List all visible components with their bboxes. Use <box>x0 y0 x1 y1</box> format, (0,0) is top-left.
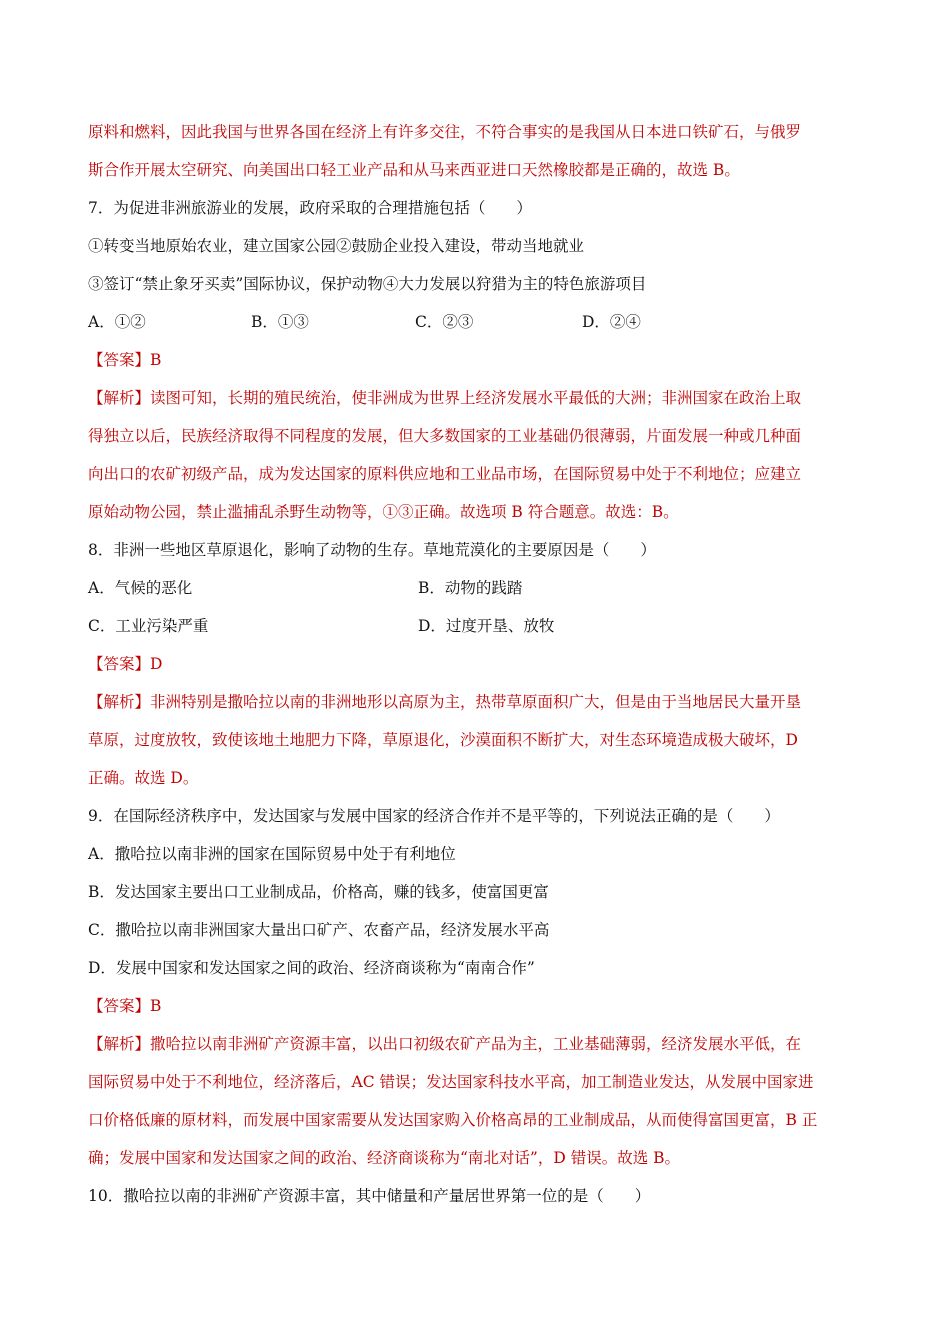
q7-option-c: C．②③ <box>415 313 474 331</box>
q9-stem: 9．在国际经济秩序中，发达国家与发展中国家的经济合作并不是平等的，下列说法正确的是（ ） <box>88 807 780 825</box>
q8-answer: 【答案】D <box>88 655 163 673</box>
q9-analysis-line-4: 确；发展中国家和发达国家之间的政治、经济商谈称为“南北对话”，D 错误。故选 B。 <box>88 1149 681 1167</box>
q8-analysis-line-3: 正确。故选 D。 <box>88 769 199 787</box>
q9-option-d: D．发展中国家和发达国家之间的政治、经济商谈称为“南南合作” <box>88 959 535 977</box>
q9-analysis-line-3: 口价格低廉的原材料，而发展中国家需要从发达国家购入价格高昂的工业制成品，从而使得富国更富，B 正 <box>88 1111 818 1129</box>
q10-stem: 10．撒哈拉以南的非洲矿产资源丰富，其中储量和产量居世界第一位的是（ ） <box>88 1187 651 1205</box>
q8-option-a: A．气候的恶化 <box>88 579 193 597</box>
q7-analysis-line-1: 【解析】读图可知，长期的殖民统治，使非洲成为世界上经济发展水平最低的大洲；非洲国家在政治上取 <box>88 389 802 407</box>
q7-option-d: D．②④ <box>582 313 641 331</box>
q8-option-b: B．动物的践踏 <box>418 579 523 597</box>
q9-analysis-line-1: 【解析】撒哈拉以南非洲矿产资源丰富，以出口初级农矿产品为主，工业基础薄弱，经济发展水平低，在 <box>88 1035 802 1053</box>
q9-option-c: C．撒哈拉以南非洲国家大量出口矿产、农畜产品，经济发展水平高 <box>88 921 550 939</box>
q6-analysis-line-1: 原料和燃料，因此我国与世界各国在经济上有许多交往，不符合事实的是我国从日本进口铁矿石，与俄罗 <box>88 123 802 141</box>
q7-answer: 【答案】B <box>88 351 162 369</box>
q7-statements-1: ①转变当地原始农业，建立国家公园②鼓励企业投入建设，带动当地就业 <box>88 237 585 255</box>
q6-analysis-line-2: 斯合作开展太空研究、向美国出口轻工业产品和从马来西亚进口天然橡胶都是正确的，故选 B。 <box>88 161 740 179</box>
q8-analysis-line-2: 草原，过度放牧，致使该地土地肥力下降，草原退化，沙漠面积不断扩大，对生态环境造成极大破坏，D <box>88 731 798 749</box>
q8-analysis-line-1: 【解析】非洲特别是撒哈拉以南的非洲地形以高原为主，热带草原面积广大，但是由于当地居民大量开垦 <box>88 693 802 711</box>
q7-stem: 7．为促进非洲旅游业的发展，政府采取的合理措施包括（ ） <box>88 199 532 217</box>
q8-option-d: D．过度开垦、放牧 <box>418 617 555 635</box>
q9-analysis-line-2: 国际贸易中处于不利地位，经济落后，AC 错误；发达国家科技水平高，加工制造业发达，从发展中国家进 <box>88 1073 814 1091</box>
q7-statements-2: ③签订“禁止象牙买卖”国际协议，保护动物④大力发展以狩猎为主的特色旅游项目 <box>88 275 647 293</box>
q7-option-b: B．①③ <box>251 313 309 331</box>
q9-option-a: A．撒哈拉以南非洲的国家在国际贸易中处于有利地位 <box>88 845 456 863</box>
q7-analysis-line-4: 原始动物公园，禁止滥捕乱杀野生动物等，①③正确。故选项 B 符合题意。故选：B。 <box>88 503 679 521</box>
q9-answer: 【答案】B <box>88 997 162 1015</box>
q8-option-c: C．工业污染严重 <box>88 617 209 635</box>
q9-option-b: B．发达国家主要出口工业制成品，价格高，赚的钱多，使富国更富 <box>88 883 549 901</box>
q7-analysis-line-2: 得独立以后，民族经济取得不同程度的发展，但大多数国家的工业基础仍很薄弱，片面发展一种或几种面 <box>88 427 802 445</box>
q7-option-a: A．①② <box>88 313 146 331</box>
q7-analysis-line-3: 向出口的农矿初级产品，成为发达国家的原料供应地和工业品市场，在国际贸易中处于不利地位；应建立 <box>88 465 802 483</box>
q8-stem: 8．非洲一些地区草原退化，影响了动物的生存。草地荒漠化的主要原因是（ ） <box>88 541 656 559</box>
